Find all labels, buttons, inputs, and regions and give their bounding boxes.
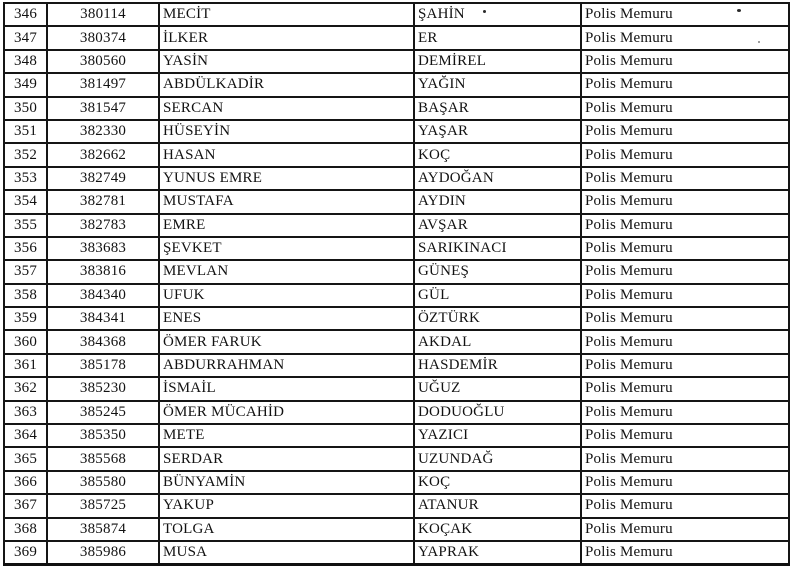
title-cell: Polis Memuru [581,50,789,73]
title-cell: Polis Memuru [581,401,789,424]
table-row [4,541,789,565]
first-name-cell: ÖMER FARUK [159,330,414,353]
table-row [4,471,789,494]
table-row [4,214,789,237]
row-number-cell: 349 [4,73,47,96]
row-number-cell: 364 [4,424,47,447]
title-cell: Polis Memuru [581,354,789,377]
scan-speck [737,9,741,12]
last-name-cell: DEMİREL [414,50,581,73]
registry-number-cell: 384368 [47,330,159,353]
row-number-cell: 360 [4,330,47,353]
row-number-cell: 369 [4,541,47,565]
last-name-cell: AYDIN [414,190,581,213]
title-cell: Polis Memuru [581,143,789,166]
table-row [4,167,789,190]
first-name-cell: ŞEVKET [159,237,414,260]
table-row [4,424,789,447]
last-name-cell: GÜNEŞ [414,260,581,283]
table-row [4,401,789,424]
row-number-cell: 363 [4,401,47,424]
first-name-cell: EMRE [159,214,414,237]
title-cell: Polis Memuru [581,120,789,143]
title-cell: Polis Memuru [581,471,789,494]
registry-number-cell: 385725 [47,494,159,517]
last-name-cell: ŞAHİN [414,3,581,26]
first-name-cell: HÜSEYİN [159,120,414,143]
row-number-cell: 352 [4,143,47,166]
last-name-cell: GÜL [414,284,581,307]
table-row [4,73,789,96]
first-name-cell: METE [159,424,414,447]
table-row [4,50,789,73]
registry-number-cell: 382783 [47,214,159,237]
title-cell: Polis Memuru [581,97,789,120]
row-number-cell: 358 [4,284,47,307]
registry-number-cell: 384340 [47,284,159,307]
first-name-cell: SERCAN [159,97,414,120]
table-row [4,377,789,400]
last-name-cell: YAŞAR [414,120,581,143]
title-cell: Polis Memuru [581,447,789,470]
first-name-cell: ABDURRAHMAN [159,354,414,377]
title-cell: Polis Memuru [581,284,789,307]
table-row [4,237,789,260]
row-number-cell: 347 [4,26,47,49]
row-number-cell: 361 [4,354,47,377]
registry-number-cell: 382749 [47,167,159,190]
title-cell: Polis Memuru [581,307,789,330]
row-number-cell: 362 [4,377,47,400]
last-name-cell: UZUNDAĞ [414,447,581,470]
first-name-cell: YAKUP [159,494,414,517]
title-cell: Polis Memuru [581,167,789,190]
title-cell: Polis Memuru [581,518,789,541]
title-cell: Polis Memuru [581,260,789,283]
title-cell: Polis Memuru [581,73,789,96]
first-name-cell: MEVLAN [159,260,414,283]
last-name-cell: YAPRAK [414,541,581,565]
table-row [4,260,789,283]
table-row [4,330,789,353]
title-cell: Polis Memuru [581,237,789,260]
last-name-cell: AKDAL [414,330,581,353]
registry-number-cell: 380560 [47,50,159,73]
registry-number-cell: 385986 [47,541,159,565]
registry-number-cell: 383683 [47,237,159,260]
row-number-cell: 367 [4,494,47,517]
last-name-cell: KOÇ [414,143,581,166]
last-name-cell: UĞUZ [414,377,581,400]
last-name-cell: SARIKINACI [414,237,581,260]
title-cell: Polis Memuru [581,494,789,517]
first-name-cell: YASİN [159,50,414,73]
first-name-cell: İSMAİL [159,377,414,400]
first-name-cell: MUSA [159,541,414,565]
last-name-cell: YAĞIN [414,73,581,96]
table-row [4,97,789,120]
personnel-table-body [4,3,789,565]
row-number-cell: 356 [4,237,47,260]
table-row [4,143,789,166]
registry-number-cell: 385580 [47,471,159,494]
title-cell: Polis Memuru [581,377,789,400]
row-number-cell: 368 [4,518,47,541]
table-row [4,494,789,517]
title-cell: Polis Memuru [581,214,789,237]
last-name-cell: DODUOĞLU [414,401,581,424]
registry-number-cell: 384341 [47,307,159,330]
title-cell: Polis Memuru [581,424,789,447]
registry-number-cell: 385874 [47,518,159,541]
registry-number-cell: 383816 [47,260,159,283]
table-row [4,26,789,49]
table-row [4,3,789,26]
last-name-cell: ATANUR [414,494,581,517]
row-number-cell: 351 [4,120,47,143]
last-name-cell: ÖZTÜRK [414,307,581,330]
registry-number-cell: 381547 [47,97,159,120]
registry-number-cell: 385178 [47,354,159,377]
last-name-cell: AYDOĞAN [414,167,581,190]
row-number-cell: 359 [4,307,47,330]
row-number-cell: 348 [4,50,47,73]
last-name-cell: BAŞAR [414,97,581,120]
first-name-cell: HASAN [159,143,414,166]
scan-speck [758,41,760,43]
registry-number-cell: 385350 [47,424,159,447]
first-name-cell: SERDAR [159,447,414,470]
row-number-cell: 365 [4,447,47,470]
table-row [4,190,789,213]
row-number-cell: 354 [4,190,47,213]
table-row [4,120,789,143]
table-row [4,447,789,470]
registry-number-cell: 385568 [47,447,159,470]
registry-number-cell: 385245 [47,401,159,424]
last-name-cell: HASDEMİR [414,354,581,377]
table-row [4,307,789,330]
scan-speck [483,10,486,13]
first-name-cell: ÖMER MÜCAHİD [159,401,414,424]
table-row [4,284,789,307]
table-row [4,354,789,377]
last-name-cell: KOÇ [414,471,581,494]
registry-number-cell: 381497 [47,73,159,96]
row-number-cell: 346 [4,3,47,26]
title-cell: Polis Memuru [581,330,789,353]
title-cell: Polis Memuru [581,3,789,26]
registry-number-cell: 382330 [47,120,159,143]
registry-number-cell: 380114 [47,3,159,26]
registry-number-cell: 382662 [47,143,159,166]
first-name-cell: ABDÜLKADİR [159,73,414,96]
first-name-cell: MUSTAFA [159,190,414,213]
table-row [4,518,789,541]
row-number-cell: 366 [4,471,47,494]
row-number-cell: 353 [4,167,47,190]
first-name-cell: MECİT [159,3,414,26]
row-number-cell: 350 [4,97,47,120]
last-name-cell: YAZICI [414,424,581,447]
first-name-cell: BÜNYAMİN [159,471,414,494]
personnel-table [3,2,790,566]
row-number-cell: 357 [4,260,47,283]
row-number-cell: 355 [4,214,47,237]
title-cell: Polis Memuru [581,190,789,213]
first-name-cell: İLKER [159,26,414,49]
first-name-cell: YUNUS EMRE [159,167,414,190]
registry-number-cell: 380374 [47,26,159,49]
first-name-cell: ENES [159,307,414,330]
title-cell: Polis Memuru [581,541,789,565]
last-name-cell: AVŞAR [414,214,581,237]
registry-number-cell: 385230 [47,377,159,400]
first-name-cell: TOLGA [159,518,414,541]
last-name-cell: KOÇAK [414,518,581,541]
title-cell: Polis Memuru [581,26,789,49]
first-name-cell: UFUK [159,284,414,307]
registry-number-cell: 382781 [47,190,159,213]
last-name-cell: ER [414,26,581,49]
